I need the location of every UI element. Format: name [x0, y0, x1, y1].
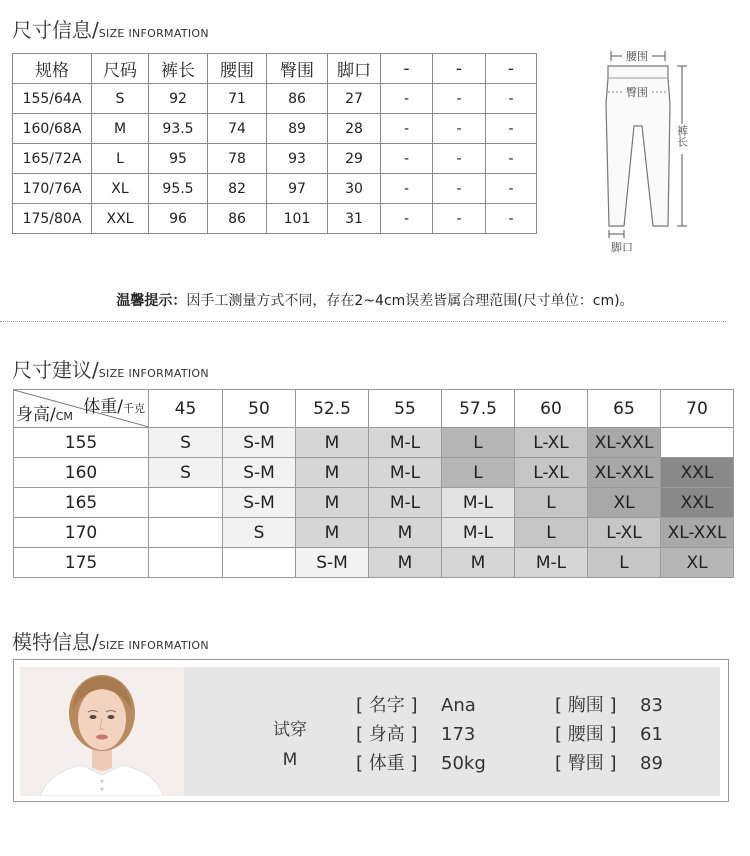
- size-cell: S: [149, 428, 223, 458]
- weight-header-row: [14, 390, 734, 428]
- table-cell: -: [381, 174, 433, 204]
- size-cell: [661, 428, 734, 458]
- measurement-tip: 温馨提示：因手工测量方式不同，存在2~4cm误差皆属合理范围(尺寸单位：cm)。: [116, 293, 634, 309]
- weight-header: 45: [149, 390, 223, 428]
- table-cell: -: [486, 144, 537, 174]
- size-cell: M-L: [369, 488, 442, 518]
- size-cell: M-L: [442, 488, 515, 518]
- weight-header: 55: [369, 390, 442, 428]
- size-cell: S-M: [223, 458, 296, 488]
- table-cell: 175/80A: [13, 204, 92, 234]
- table-cell: -: [433, 204, 486, 234]
- table-row: [14, 458, 734, 488]
- table-cell: 86: [208, 204, 267, 234]
- table-cell: -: [381, 84, 433, 114]
- size-cell: [149, 488, 223, 518]
- table-row: [13, 84, 537, 114]
- table-cell: 30: [328, 174, 381, 204]
- table-cell: 155/64A: [13, 84, 92, 114]
- table-cell: 78: [208, 144, 267, 174]
- size-cell: S-M: [223, 428, 296, 458]
- size-cell: XL: [588, 488, 661, 518]
- height-header: 155: [14, 428, 149, 458]
- table-cell: -: [433, 174, 486, 204]
- hem-label: 脚口: [611, 241, 633, 254]
- size-cell: L: [515, 518, 588, 548]
- table-cell: 97: [267, 174, 328, 204]
- size-cell: M: [369, 518, 442, 548]
- table-row: [14, 488, 734, 518]
- length-label: 裤长: [675, 125, 689, 147]
- model-bust: [ 胸围 ] 83: [555, 695, 663, 716]
- height-header: 160: [14, 458, 149, 488]
- header-cell: 裤长: [149, 54, 208, 84]
- size-recommendation-table: [13, 389, 734, 578]
- hip-label: 臀围: [626, 86, 648, 99]
- header-cell: -: [381, 54, 433, 84]
- size-cell: S: [223, 518, 296, 548]
- table-cell: 31: [328, 204, 381, 234]
- table-cell: -: [433, 144, 486, 174]
- size-cell: XL-XXL: [588, 428, 661, 458]
- table-row: [13, 174, 537, 204]
- table-row: [14, 518, 734, 548]
- size-cell: XXL: [661, 458, 734, 488]
- table-cell: XL: [92, 174, 149, 204]
- table-cell: 93: [267, 144, 328, 174]
- size-cell: L: [588, 548, 661, 578]
- size-cell: S: [149, 458, 223, 488]
- weight-header: 65: [588, 390, 661, 428]
- size-cell: S-M: [223, 488, 296, 518]
- size-cell: M-L: [515, 548, 588, 578]
- size-cell: M-L: [369, 428, 442, 458]
- size-cell: [223, 548, 296, 578]
- table-cell: M: [92, 114, 149, 144]
- size-cell: M: [296, 488, 369, 518]
- model-height: [ 身高 ] 173: [356, 724, 476, 745]
- table-cell: 74: [208, 114, 267, 144]
- header-cell: -: [486, 54, 537, 84]
- table-cell: -: [486, 84, 537, 114]
- table-cell: 93.5: [149, 114, 208, 144]
- size-cell: L: [442, 428, 515, 458]
- trial-size: 试穿 M: [273, 720, 307, 770]
- table-row: [13, 114, 537, 144]
- size-cell: XL-XXL: [588, 458, 661, 488]
- table-row: [13, 204, 537, 234]
- model-weight: [ 体重 ] 50kg: [356, 753, 486, 774]
- table-row: [14, 548, 734, 578]
- table-cell: 92: [149, 84, 208, 114]
- table-cell: -: [381, 144, 433, 174]
- table-cell: 71: [208, 84, 267, 114]
- weight-header: 70: [661, 390, 734, 428]
- table-cell: -: [433, 84, 486, 114]
- table-cell: 95.5: [149, 174, 208, 204]
- model-info-title: 模特信息/SIZE INFORMATION: [12, 630, 209, 654]
- table-cell: L: [92, 144, 149, 174]
- height-weight-corner: 体重/千克 身高/CM: [14, 390, 149, 428]
- table-cell: 165/72A: [13, 144, 92, 174]
- header-cell: 腰围: [208, 54, 267, 84]
- table-cell: -: [381, 114, 433, 144]
- table-cell: -: [486, 204, 537, 234]
- size-table-header: [13, 54, 537, 84]
- size-cell: S-M: [296, 548, 369, 578]
- table-cell: 160/68A: [13, 114, 92, 144]
- size-cell: M: [296, 458, 369, 488]
- table-cell: S: [92, 84, 149, 114]
- table-cell: XXL: [92, 204, 149, 234]
- model-name: [ 名字 ] Ana: [356, 695, 476, 716]
- size-cell: L: [515, 488, 588, 518]
- height-header: 170: [14, 518, 149, 548]
- size-recommend-title: 尺寸建议/SIZE INFORMATION: [12, 358, 209, 382]
- size-cell: L-XL: [588, 518, 661, 548]
- weight-header: 50: [223, 390, 296, 428]
- header-cell: 尺码: [92, 54, 149, 84]
- table-cell: 170/76A: [13, 174, 92, 204]
- table-cell: 89: [267, 114, 328, 144]
- model-hip: [ 臀围 ] 89: [555, 753, 663, 774]
- height-header: 165: [14, 488, 149, 518]
- header-cell: 规格: [13, 54, 92, 84]
- size-cell: M: [296, 518, 369, 548]
- size-cell: XXL: [661, 488, 734, 518]
- header-cell: 脚口: [328, 54, 381, 84]
- waist-label: 腰围: [626, 50, 648, 63]
- divider: [0, 321, 726, 322]
- height-header: 175: [14, 548, 149, 578]
- header-cell: -: [433, 54, 486, 84]
- table-row: [14, 428, 734, 458]
- size-cell: L: [442, 458, 515, 488]
- weight-header: 60: [515, 390, 588, 428]
- size-cell: M-L: [369, 458, 442, 488]
- table-cell: 86: [267, 84, 328, 114]
- table-cell: 28: [328, 114, 381, 144]
- table-cell: -: [486, 174, 537, 204]
- table-cell: 96: [149, 204, 208, 234]
- header-cell: 臀围: [267, 54, 328, 84]
- size-info-title: 尺寸信息/SIZE INFORMATION: [12, 18, 209, 42]
- table-cell: 95: [149, 144, 208, 174]
- size-table: [12, 53, 537, 234]
- pants-diagram: [602, 44, 694, 256]
- model-waist: [ 腰围 ] 61: [555, 724, 663, 745]
- table-row: [13, 144, 537, 174]
- table-cell: -: [433, 114, 486, 144]
- table-cell: -: [381, 204, 433, 234]
- size-cell: M-L: [442, 518, 515, 548]
- table-cell: 27: [328, 84, 381, 114]
- table-cell: 29: [328, 144, 381, 174]
- table-cell: 82: [208, 174, 267, 204]
- weight-header: 57.5: [442, 390, 515, 428]
- size-cell: L-XL: [515, 428, 588, 458]
- size-cell: L-XL: [515, 458, 588, 488]
- model-info-panel: [13, 659, 729, 802]
- size-cell: [149, 518, 223, 548]
- weight-header: 52.5: [296, 390, 369, 428]
- size-cell: M: [369, 548, 442, 578]
- table-cell: -: [486, 114, 537, 144]
- size-cell: M: [296, 428, 369, 458]
- size-cell: M: [442, 548, 515, 578]
- size-cell: XL: [661, 548, 734, 578]
- model-portrait-image: [20, 667, 184, 796]
- table-cell: 101: [267, 204, 328, 234]
- size-cell: [149, 548, 223, 578]
- size-cell: XL-XXL: [661, 518, 734, 548]
- model-photo: [20, 667, 184, 796]
